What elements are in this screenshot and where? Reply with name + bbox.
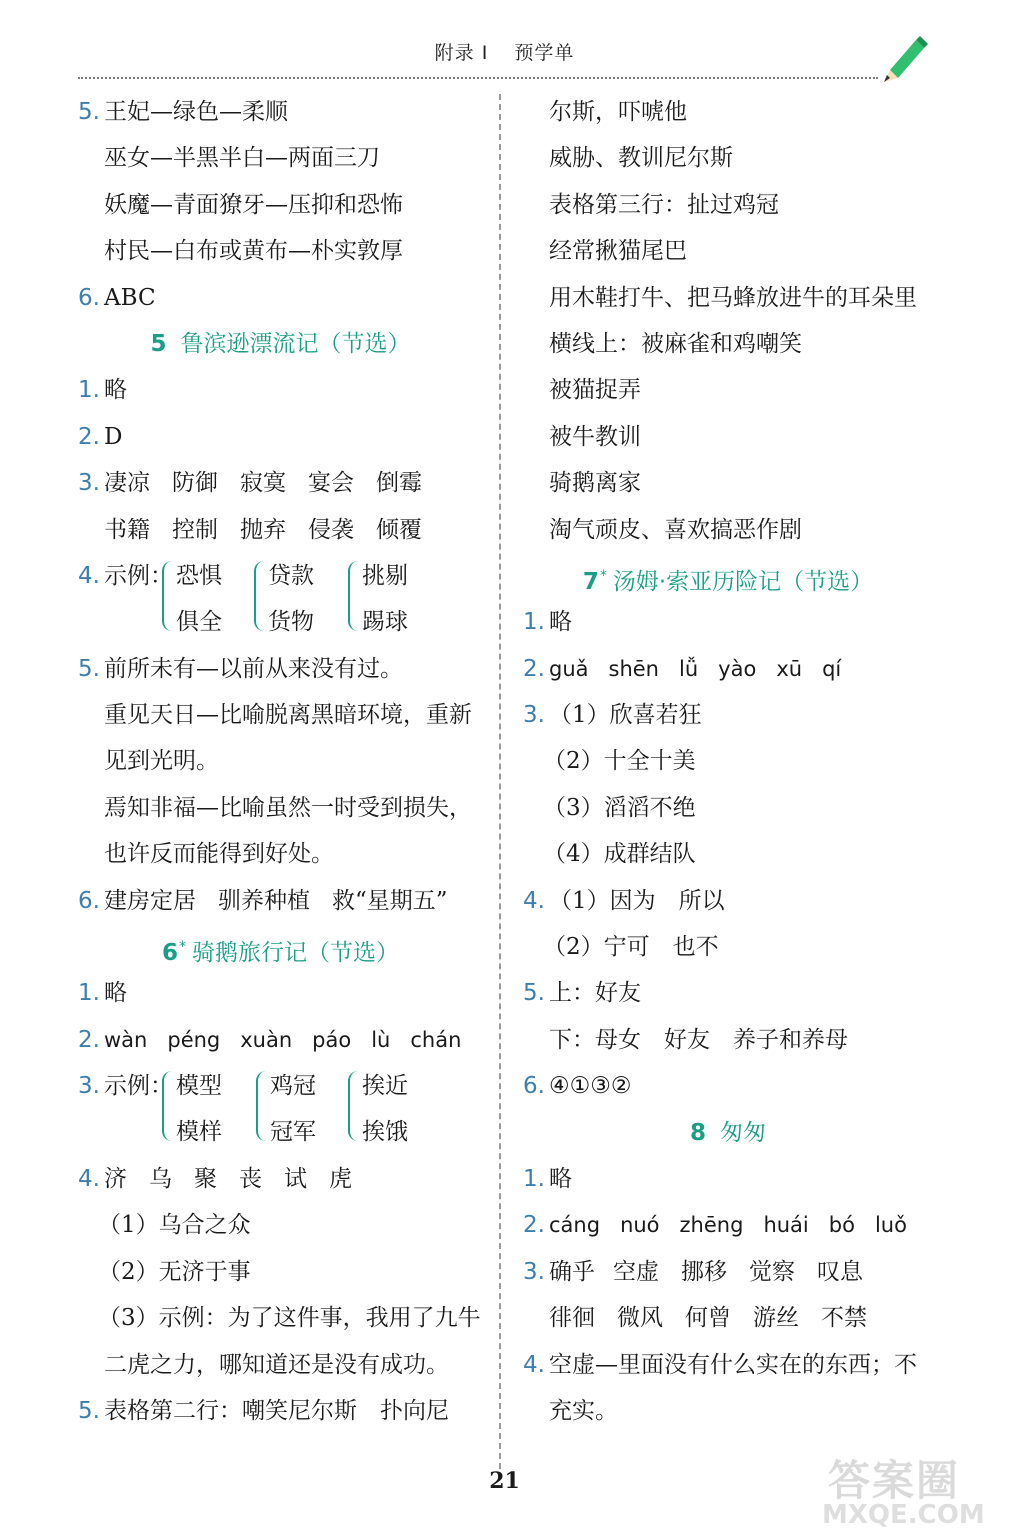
answer-line [78, 1388, 483, 1434]
question-number: 4. [523, 887, 545, 914]
question-number: 3. [78, 470, 100, 497]
word-pair [268, 553, 314, 645]
answer-line [523, 1202, 933, 1248]
question-number: 5. [78, 99, 100, 125]
brace-icon [348, 1071, 360, 1141]
word: 宴会 [308, 470, 354, 497]
answer-text: 空虚—里面没有什么实在的东西；不 [549, 1351, 917, 1378]
pinyin: cáng [549, 1213, 601, 1238]
answer-text: （1）欣喜若狂 [549, 702, 702, 729]
brace-icon [254, 561, 266, 631]
answer-line [78, 970, 483, 1016]
pinyin: qí [822, 656, 842, 681]
answer-line [78, 414, 483, 460]
pinyin: lǚ [679, 656, 699, 681]
answer-line [78, 646, 483, 692]
answer-line [78, 460, 483, 506]
word: 抛弃 [240, 516, 286, 543]
answer-line [523, 275, 933, 321]
answer-text: （1）因为 所以 [549, 887, 725, 914]
pinyin: péng [167, 1027, 221, 1052]
char: 乌 [149, 1166, 172, 1193]
answer-text: 焉知非福—比喻虽然一时受到损失， [104, 794, 472, 821]
answer-line [523, 1388, 933, 1434]
answer-line [78, 228, 483, 274]
answer-text: 用木鞋打牛、把马蜂放进牛的耳朵里 [549, 284, 917, 311]
page-header [0, 0, 1009, 90]
answer-line [78, 553, 483, 646]
word: 俱全 [176, 608, 222, 635]
answer-text: ④①③② [549, 1073, 632, 1100]
question-number: 3. [523, 1258, 545, 1285]
answer-line [523, 599, 933, 645]
question-number: 1. [523, 1165, 545, 1192]
answer-text: 表格第二行：嘲笑尼尔斯 扑向尼 [104, 1397, 449, 1424]
word: 倒霉 [376, 470, 422, 497]
pinyin: páo [312, 1027, 352, 1052]
page-number: 21 [489, 1468, 520, 1494]
question-number: 2. [523, 1212, 545, 1239]
section-name: 骑鹅旅行记（节选） [192, 940, 399, 967]
answer-text: 略 [549, 1165, 572, 1192]
answer-text: ABC [104, 284, 156, 311]
answer-text: 村民—白布或黄布—朴实敦厚 [104, 238, 403, 265]
word: 模型 [176, 1073, 222, 1100]
optional-star: * [179, 939, 186, 956]
question-number: 5. [78, 1397, 100, 1424]
answer-text: 横线上：被麻雀和鸡嘲笑 [549, 330, 802, 357]
word: 挪移 [681, 1258, 727, 1285]
word: 不禁 [821, 1305, 867, 1332]
answer-line [78, 1342, 483, 1388]
word: 货物 [268, 608, 314, 635]
pinyin: luǒ [874, 1213, 907, 1238]
word: 挨饿 [362, 1119, 408, 1146]
word: 鸡冠 [270, 1073, 316, 1100]
word: 冠军 [270, 1119, 316, 1146]
word: 侵袭 [308, 516, 354, 543]
answer-text: （3）滔滔不绝 [543, 794, 696, 821]
word: 挨近 [362, 1073, 408, 1100]
answer-text: 妖魔—青面獠牙—压抑和恐怖 [104, 191, 403, 218]
brace-icon [162, 561, 174, 631]
watermark-text: 答案圈 [828, 1456, 961, 1505]
section-name: 匆匆 [720, 1119, 766, 1146]
word: 微风 [617, 1305, 663, 1332]
section-title [523, 1110, 933, 1156]
watermark-url: MXQE.COM [822, 1500, 985, 1530]
section-title [523, 553, 933, 599]
word-pair [176, 553, 222, 645]
word: 凄凉 [104, 470, 150, 497]
column-divider [499, 94, 501, 1469]
answer-line [523, 135, 933, 181]
word: 觉察 [749, 1258, 795, 1285]
answer-text: 充实。 [549, 1397, 618, 1424]
answer-line [523, 1156, 933, 1202]
pinyin: yào [718, 656, 757, 681]
answer-line [78, 507, 483, 553]
answer-line [523, 414, 933, 460]
answer-item: 救“星期五” [332, 887, 448, 914]
answer-line [78, 1202, 483, 1248]
answer-line [78, 1295, 483, 1341]
answer-text: D [104, 423, 123, 450]
word: 确乎 [549, 1258, 595, 1285]
answer-line [523, 182, 933, 228]
question-number: 6. [78, 887, 100, 914]
header-section: 预学单 [514, 42, 575, 64]
section-name: 汤姆·索亚历险记（节选） [612, 568, 874, 595]
word: 游丝 [753, 1305, 799, 1332]
word-pair [362, 1063, 408, 1155]
answer-text: 二虎之力，哪知道还是没有成功。 [104, 1351, 449, 1378]
answer-text: 也许反而能得到好处。 [104, 841, 334, 868]
pinyin: xuàn [240, 1027, 293, 1052]
answer-line [78, 831, 483, 877]
answer-text: （3）示例：为了这件事，我用了九牛 [98, 1305, 481, 1332]
answer-text: 重见天日—比喻脱离黑暗环境，重新 [104, 702, 472, 729]
word: 书籍 [104, 516, 150, 543]
answer-text: 见到光明。 [104, 748, 219, 775]
answer-line [523, 1295, 933, 1341]
answer-text: 淘气顽皮、喜欢搞恶作剧 [549, 516, 802, 543]
answer-line [78, 1017, 483, 1063]
question-number: 2. [78, 423, 100, 450]
word: 挑剔 [362, 562, 408, 589]
section-number: 5 [150, 330, 167, 357]
pinyin: guǎ [549, 656, 589, 681]
word: 何曾 [685, 1305, 731, 1332]
pinyin: huái [763, 1213, 809, 1238]
word: 防御 [172, 470, 218, 497]
pinyin: zhēng [679, 1213, 744, 1238]
answer-line [523, 228, 933, 274]
word: 恐惧 [176, 562, 222, 589]
question-number: 5. [523, 980, 545, 1007]
char: 试 [284, 1166, 307, 1193]
watermark [818, 1448, 1006, 1534]
char: 济 [104, 1166, 127, 1193]
word: 倾覆 [376, 516, 422, 543]
answer-text: 尔斯，吓唬他 [549, 99, 687, 125]
pinyin: xū [776, 656, 803, 681]
pinyin: nuó [620, 1213, 660, 1238]
char: 丧 [239, 1166, 262, 1193]
answer-text: 略 [549, 609, 572, 636]
answer-line [523, 692, 933, 738]
answer-text: 下：母女 好友 养子和养母 [549, 1026, 848, 1053]
answer-line [523, 738, 933, 784]
answer-text: 骑鹅离家 [549, 470, 641, 497]
word: 踢球 [362, 608, 408, 635]
pinyin: lù [371, 1027, 391, 1052]
section-name: 鲁滨逊漂流记（节选） [180, 330, 411, 357]
answer-text: （1）乌合之众 [98, 1212, 251, 1239]
char: 聚 [194, 1166, 217, 1193]
answer-text: 略 [104, 980, 127, 1007]
word: 徘徊 [549, 1305, 595, 1332]
answer-line [523, 970, 933, 1016]
pinyin: shēn [608, 656, 659, 681]
section-number: 6 [161, 940, 178, 967]
word-pair [362, 553, 408, 645]
section-number: 8 [689, 1119, 706, 1146]
left-column [78, 89, 483, 1434]
answer-line [523, 831, 933, 877]
answer-line [523, 878, 933, 924]
answer-line [78, 1249, 483, 1295]
pencil-icon [876, 34, 928, 84]
word: 寂寞 [240, 470, 286, 497]
brace-icon [162, 1071, 174, 1141]
answer-line [523, 507, 933, 553]
answer-line [523, 924, 933, 970]
answer-text: 巫女—半黑半白—两面三刀 [104, 145, 380, 172]
answer-text: 上：好友 [549, 980, 641, 1007]
answer-text: （4）成群结队 [543, 841, 696, 868]
answer-text: （2）十全十美 [543, 748, 696, 775]
right-column [523, 89, 933, 1434]
answer-line [78, 692, 483, 738]
answer-line [78, 785, 483, 831]
answer-text: 前所未有—以前从来没有过。 [104, 655, 403, 682]
section-title [78, 321, 483, 367]
word: 叹息 [817, 1258, 863, 1285]
answer-line [78, 89, 483, 135]
answer-line [523, 1017, 933, 1063]
answer-text: （2）宁可 也不 [543, 934, 719, 961]
answer-line [78, 135, 483, 181]
answer-line [523, 460, 933, 506]
word: 模样 [176, 1119, 222, 1146]
header-dotted-rule [78, 77, 878, 79]
word: 贷款 [268, 562, 314, 589]
question-number: 6. [523, 1073, 545, 1100]
example-label: 示例： [104, 1073, 173, 1100]
word-pair [176, 1063, 222, 1155]
answer-line [78, 738, 483, 784]
answer-line [523, 1342, 933, 1388]
question-number: 1. [78, 980, 100, 1007]
answer-line [523, 1249, 933, 1295]
section-number: 7 [582, 568, 599, 595]
question-number: 5. [78, 655, 100, 682]
answer-line [78, 1063, 483, 1156]
question-number: 4. [78, 562, 100, 589]
answer-line [523, 646, 933, 692]
pinyin: bó [828, 1213, 855, 1238]
char: 虎 [329, 1166, 352, 1193]
answer-text: 经常揪猫尾巴 [549, 238, 687, 265]
answer-text: 威胁、教训尼尔斯 [549, 145, 733, 172]
example-label: 示例： [104, 562, 173, 589]
brace-icon [256, 1071, 268, 1141]
answer-line [78, 182, 483, 228]
answer-item: 建房定居 [104, 887, 196, 914]
answer-text: 表格第三行：扯过鸡冠 [549, 191, 779, 218]
answer-line [78, 1156, 483, 1202]
answer-line [78, 275, 483, 321]
answer-line [523, 1063, 933, 1109]
header-appendix: 附录 I [434, 42, 489, 64]
answer-text: 王妃—绿色—柔顺 [104, 99, 288, 125]
answer-line [523, 785, 933, 831]
answer-item: 驯养种植 [218, 887, 310, 914]
question-number: 4. [78, 1166, 100, 1193]
question-number: 2. [523, 655, 545, 682]
answer-line [523, 367, 933, 413]
question-number: 1. [78, 377, 100, 404]
question-number: 1. [523, 609, 545, 636]
question-number: 4. [523, 1351, 545, 1378]
pinyin: wàn [104, 1027, 148, 1052]
question-number: 3. [523, 702, 545, 729]
pinyin: chán [410, 1027, 462, 1052]
answer-text: 略 [104, 377, 127, 404]
answer-line [78, 367, 483, 413]
answer-text: 被猫捉弄 [549, 377, 641, 404]
section-title [78, 924, 483, 970]
question-number: 3. [78, 1073, 100, 1100]
answer-line [523, 321, 933, 367]
word-pair [270, 1063, 316, 1155]
answer-line [523, 89, 933, 135]
question-number: 2. [78, 1026, 100, 1053]
word: 控制 [172, 516, 218, 543]
answer-line [78, 878, 483, 924]
answer-text: （2）无济于事 [98, 1258, 251, 1285]
header-title [0, 38, 1009, 65]
answer-text: 被牛教训 [549, 423, 641, 450]
word: 空虚 [613, 1258, 659, 1285]
question-number: 6. [78, 284, 100, 311]
optional-star: * [599, 567, 607, 584]
brace-icon [348, 561, 360, 631]
